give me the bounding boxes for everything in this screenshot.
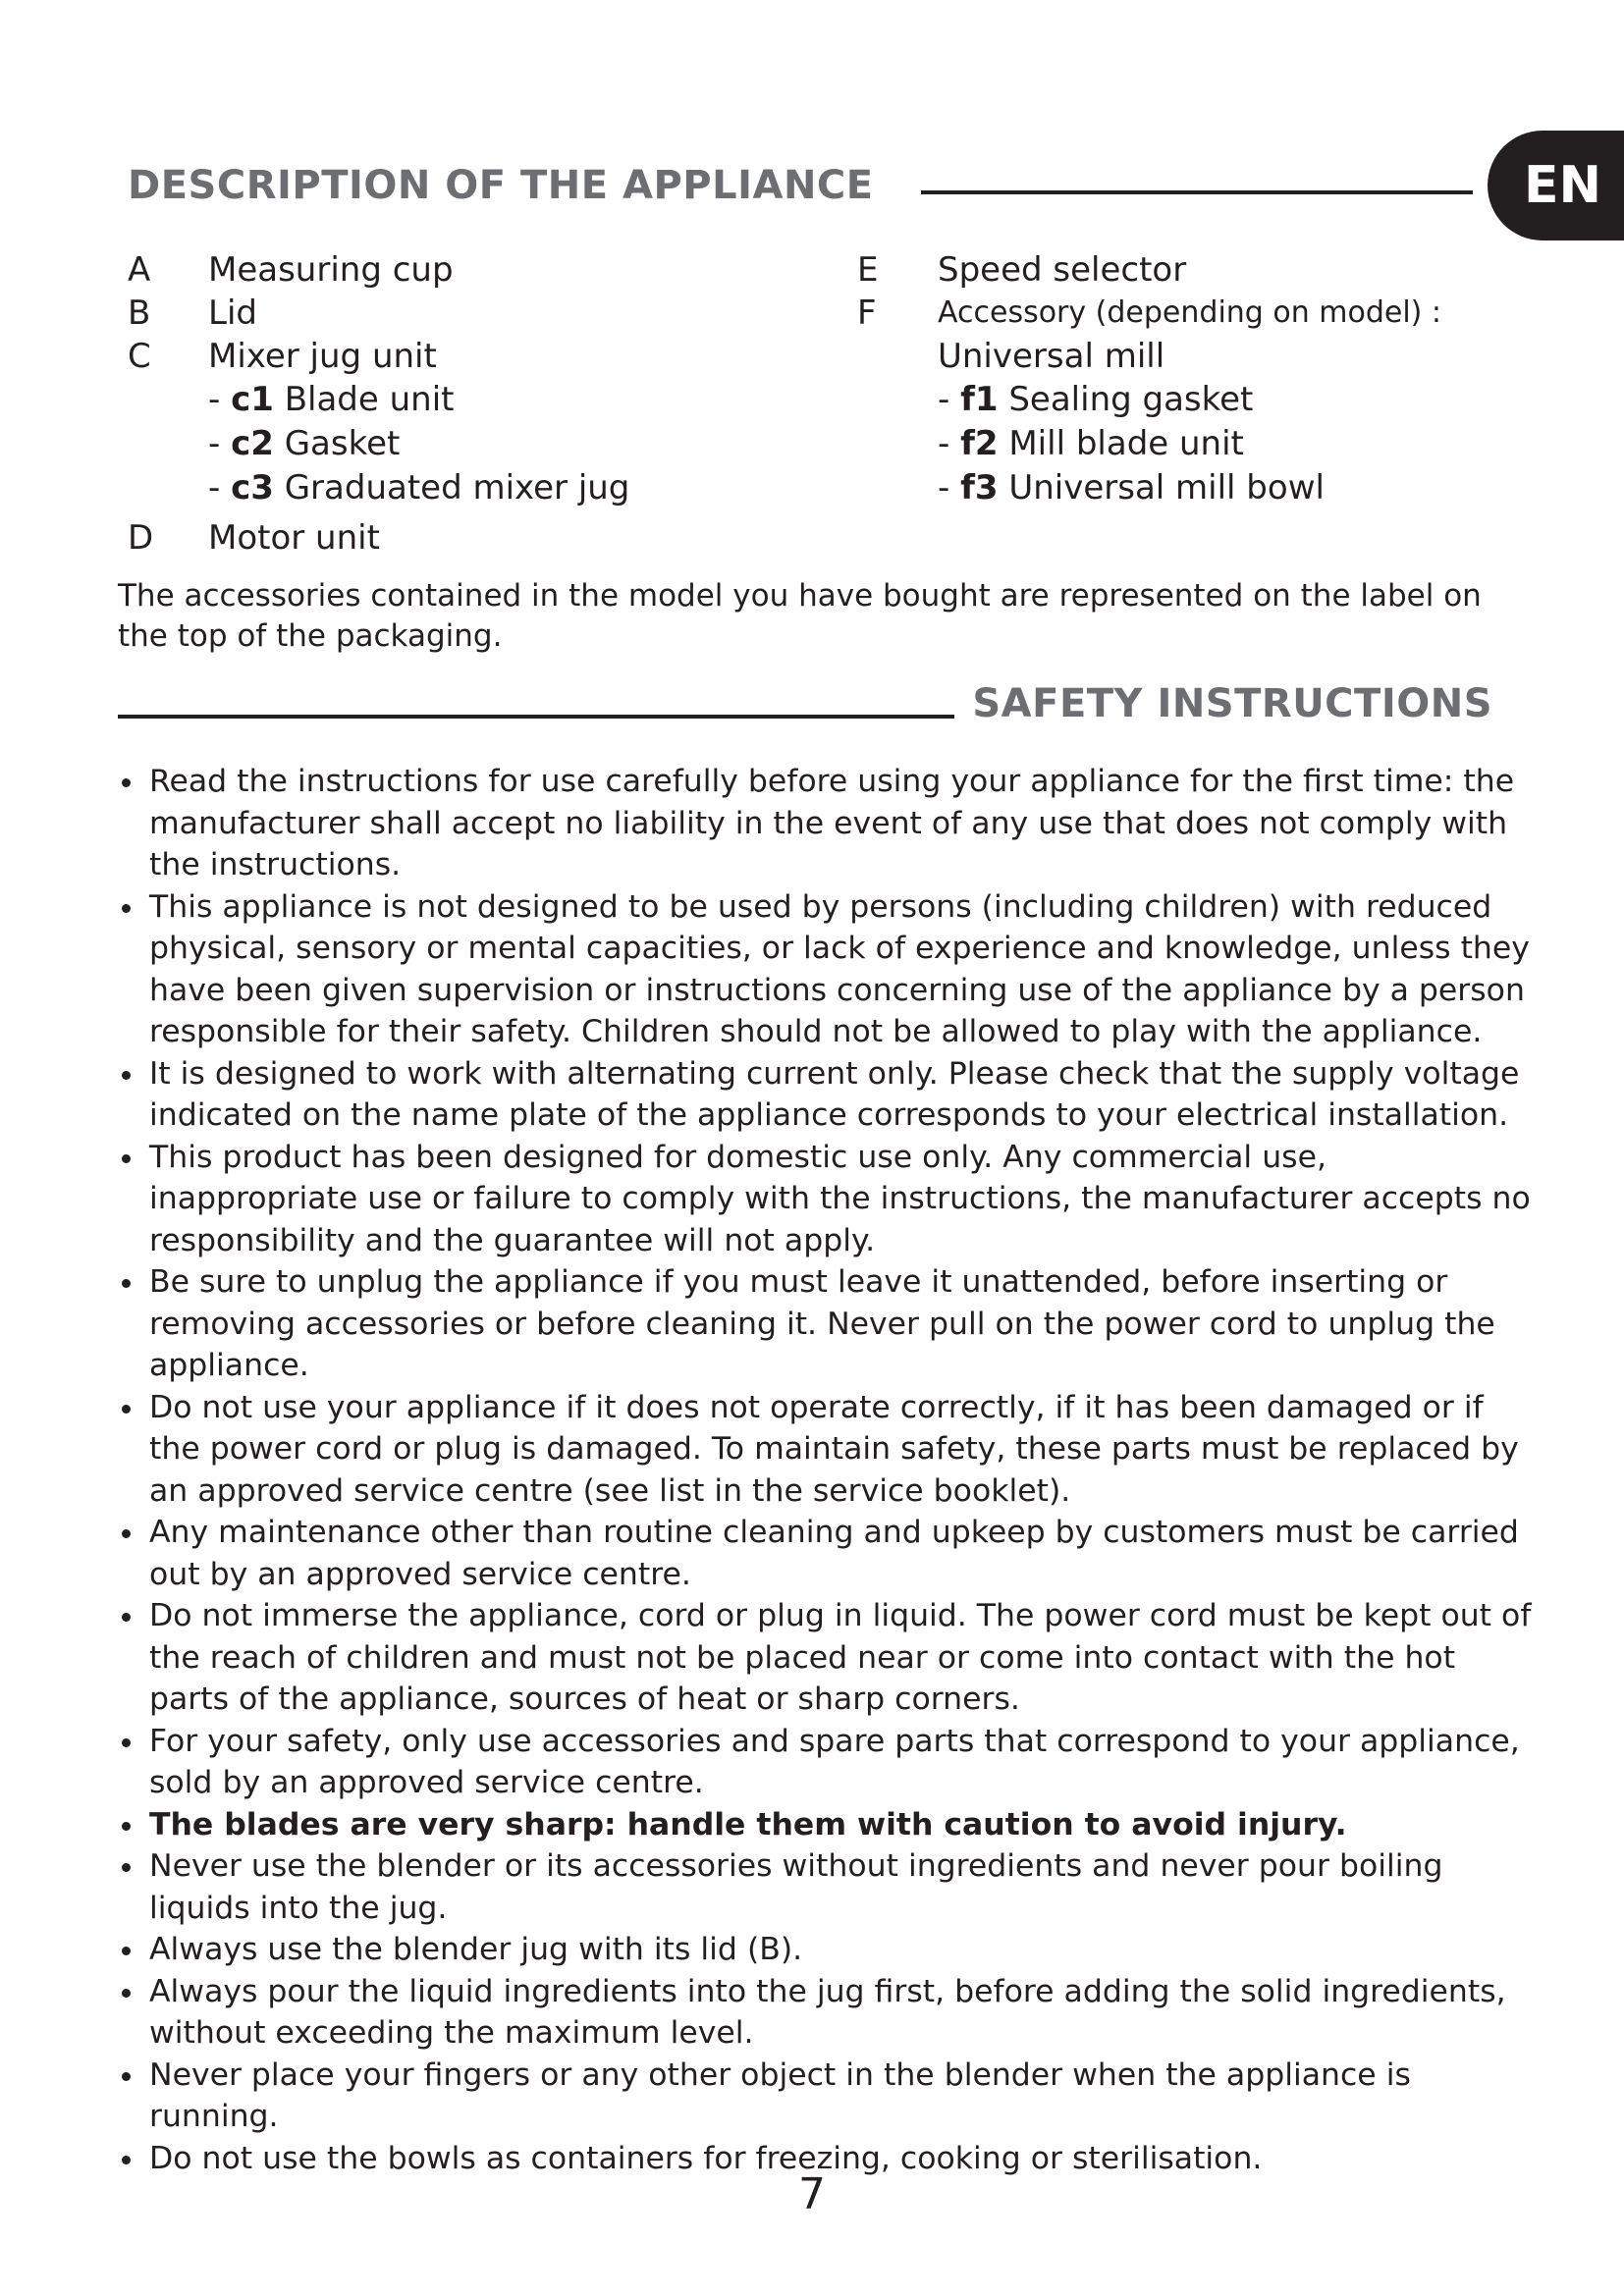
accessories-note: The accessories contained in the model you have bought are represented on the label on the top of the packaging.: [118, 578, 1482, 654]
description-heading: [128, 163, 1473, 208]
sub-part-code: f3: [960, 468, 999, 507]
safety-item: Do not immerse the appliance, cord or plug in liquid. The power cord must be kept out of the reach of children and must not be placed near or come into contact with the hot parts of the appliance, sources of heat or sharp corners.: [118, 1595, 1532, 1721]
sub-part-text: Graduated mixer jug: [284, 468, 630, 507]
part-c: [128, 335, 815, 510]
safety-item-warning: The blades are very sharp: handle them with caution to avoid injury.: [118, 1804, 1532, 1846]
part-b: [128, 292, 815, 335]
sub-part-code: c3: [231, 468, 274, 507]
part-e: [857, 248, 1525, 292]
part-a: [128, 248, 815, 292]
safety-item: This appliance is not designed to be used by persons (including children) with reduced physical, sensory or mental capacities, or lack of experience and knowledge, unless they have been given supervision or instructions concerning use of the appliance by a person responsible for their safety. Children should not be allowed to play with the appliance.: [118, 886, 1532, 1053]
sub-part: - f2 Mill blade unit: [938, 424, 1244, 463]
safety-heading: [118, 681, 1492, 726]
safety-item: Never place your fingers or any other object in the blender when the appliance is running.: [118, 2055, 1532, 2138]
sub-part-text: Sealing gasket: [1008, 380, 1254, 419]
heading-rule: [118, 715, 954, 719]
sub-part-code: f1: [960, 380, 999, 419]
part-letter: B: [128, 294, 151, 333]
part-name: Measuring cup: [208, 250, 454, 290]
safety-instructions-list: [118, 761, 1532, 2179]
description-title: DESCRIPTION OF THE APPLIANCE: [128, 163, 874, 208]
safety-item: For your safety, only use accessories and spare parts that correspond to your appliance, sold by an approved service centre.: [118, 1721, 1532, 1804]
sub-part-code: f2: [960, 424, 999, 463]
safety-item: It is designed to work with alternating current only. Please check that the supply voltage indicated on the name plate of the appliance corresponds to your electrical installation.: [118, 1053, 1532, 1137]
heading-rule: [921, 190, 1473, 194]
part-name: Speed selector: [938, 250, 1187, 290]
sub-part: - c3 Graduated mixer jug: [208, 468, 630, 507]
part-name: Lid: [208, 294, 257, 333]
sub-part-code: c1: [231, 380, 274, 419]
part-name: Mixer jug unit: [208, 337, 437, 376]
sub-part-text: Blade unit: [284, 380, 455, 419]
safety-item: This product has been designed for domestic use only. Any commercial use, inappropriate use or failure to comply with the instructions, the manufacturer accepts no responsibility and the guarantee will not apply.: [118, 1137, 1532, 1262]
sub-part: - c1 Blade unit: [208, 380, 455, 419]
part-letter: D: [128, 518, 154, 558]
sub-part: - f1 Sealing gasket: [938, 380, 1254, 419]
part-name-2: Universal mill: [938, 337, 1165, 376]
sub-part-text: Gasket: [284, 424, 401, 463]
sub-part-text: Mill blade unit: [1008, 424, 1244, 463]
safety-item: Never use the blender or its accessories without ingredients and never pour boiling liquids into the jug.: [118, 1845, 1532, 1929]
part-letter: F: [857, 294, 877, 333]
sub-part-text: Universal mill bowl: [1008, 468, 1325, 507]
part-d: [128, 516, 815, 560]
safety-item: Always use the blender jug with its lid (B).: [118, 1929, 1532, 1971]
part-name: Motor unit: [208, 518, 380, 558]
safety-item: Any maintenance other than routine cleaning and upkeep by customers must be carried out by an approved service centre.: [118, 1512, 1532, 1595]
part-f: [857, 292, 1525, 510]
safety-item: Read the instructions for use carefully before using your appliance for the first time: the manufacturer shall accept no liability in the event of any use that does not comply with the instructions.: [118, 761, 1532, 886]
part-letter: C: [128, 337, 151, 376]
page-number: 7: [798, 2169, 826, 2219]
safety-title: SAFETY INSTRUCTIONS: [972, 681, 1492, 726]
sub-part-code: c2: [231, 424, 274, 463]
parts-list-left: [128, 248, 815, 560]
parts-list-right: [857, 248, 1525, 510]
language-tab: EN: [1488, 131, 1624, 240]
safety-item: Do not use the bowls as containers for freezing, cooking or sterilisation.: [118, 2138, 1532, 2180]
sub-part: - c2 Gasket: [208, 424, 401, 463]
safety-item: Do not use your appliance if it does not operate correctly, if it has been damaged or if the power cord or plug is damaged. To maintain safety, these parts must be replaced by an approved service centre (see list in the service booklet).: [118, 1387, 1532, 1513]
part-letter: A: [128, 250, 151, 290]
sub-part: - f3 Universal mill bowl: [938, 468, 1325, 507]
safety-item: Be sure to unplug the appliance if you must leave it unattended, before inserting or removing accessories or before cleaning it. Never pull on the power cord to unplug the appliance.: [118, 1261, 1532, 1387]
part-letter: E: [857, 250, 879, 290]
safety-item: Always pour the liquid ingredients into the jug first, before adding the solid ingredients, without exceeding the maximum level.: [118, 1971, 1532, 2055]
part-name: Accessory (depending on model) :: [938, 295, 1442, 330]
